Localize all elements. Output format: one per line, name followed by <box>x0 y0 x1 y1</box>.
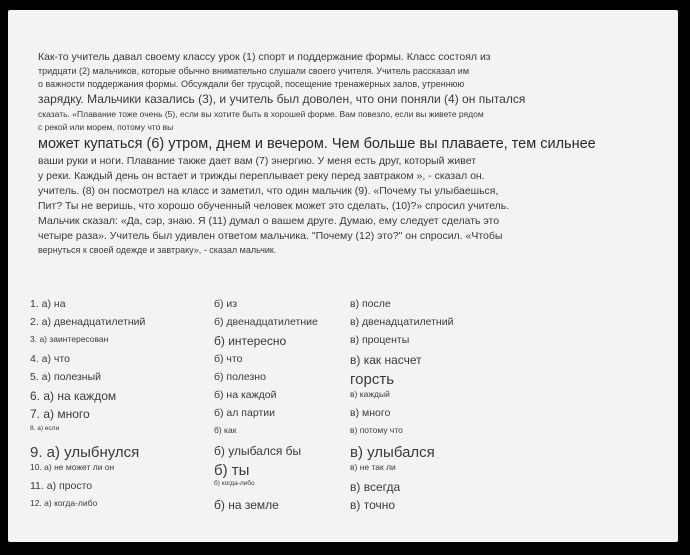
passage-line: Пит? Ты не веришь, что хорошо обученный человек может это сделать, (10)?» спросил учитель. <box>38 200 510 212</box>
option-a: 11. а) просто <box>30 479 93 492</box>
passage-line: Мальчик сказал: «Да, сэр, знаю. Я (11) думал о вашем друге. Думаю, ему следует сделать это <box>38 215 500 227</box>
passage-line: у реки. Каждый день он встает и трижды переплывает реку перед завтраком », - сказал он. <box>38 170 485 182</box>
option-v: в) точно <box>350 498 396 513</box>
option-b: б) полезно <box>214 370 266 383</box>
option-a: 10. а) не может ли он <box>30 461 115 472</box>
option-b: б) что <box>214 352 243 365</box>
option-a: 8. а) если <box>30 425 60 433</box>
option-v: в) много <box>350 407 391 420</box>
option-v: в) двенадцатилетний <box>350 316 454 329</box>
option-v: в) потому что <box>350 425 403 436</box>
option-a: 3. а) заинтересован <box>30 334 109 345</box>
option-b: б) на земле <box>214 498 279 513</box>
option-a: 1. а) на <box>30 298 66 310</box>
passage-line: зарядку. Мальчики казались (3), и учитель был доволен, что они поняли (4) он пытался <box>38 92 526 106</box>
option-b: б) когда-либо <box>214 479 255 487</box>
option-a: 12. а) когда-либо <box>30 498 98 509</box>
option-row <box>30 371 668 389</box>
option-b: б) как <box>214 425 237 436</box>
passage-line: Как-то учитель давал своему классу урок (1) спорт и поддержание формы. Класс состоял из <box>38 51 491 63</box>
option-row <box>30 316 668 334</box>
option-row <box>30 498 668 516</box>
option-a: 7. а) много <box>30 407 90 422</box>
passage-line: с рекой или морем, потому что вы <box>38 122 174 132</box>
option-row <box>30 407 668 425</box>
option-b: б) интересно <box>214 334 287 349</box>
passage-line: тридцати (2) мальчиков, которые обычно внимательно слушали своего учителя. Учитель рассказал им <box>38 66 470 76</box>
option-a: 9. а) улыбнулся <box>30 443 140 461</box>
option-a: 2. а) двенадцатилетний <box>30 316 146 329</box>
option-a: 5. а) полезный <box>30 370 101 383</box>
option-row <box>30 353 668 371</box>
option-v: в) каждый <box>350 388 390 399</box>
option-b: б) на каждой <box>214 388 277 401</box>
passage-line: четыре раза». Учитель был удивлен ответом мальчика. "Почему (12) это?" он спросил. «Чтобы <box>38 230 503 242</box>
passage-line: ваши руки и ноги. Плавание также дает вам (7) энергию. У меня есть друг, который живет <box>38 155 477 167</box>
option-row <box>30 298 668 316</box>
option-v: в) улыбался <box>350 443 435 461</box>
option-v: в) проценты <box>350 334 410 347</box>
option-b: б) ты <box>214 461 250 479</box>
answer-options <box>30 298 668 516</box>
option-row <box>30 462 668 480</box>
option-row <box>30 389 668 407</box>
option-row <box>30 425 668 443</box>
passage-line: может купаться (6) утром, днем и вечером. Чем больше вы плаваете, тем сильнее <box>38 136 596 152</box>
worksheet-page <box>8 10 678 542</box>
passage-line: вернуться к своей одежде и завтраку», - сказал мальчик. <box>38 245 277 255</box>
option-v: в) всегда <box>350 479 401 494</box>
option-v: в) после <box>350 298 391 310</box>
option-v: горсть <box>350 370 395 388</box>
option-row <box>30 444 668 462</box>
option-b: б) двенадцатилетние <box>214 316 318 329</box>
option-v: в) как насчет <box>350 352 422 367</box>
passage-line: учитель. (8) он посмотрел на класс и заметил, что один мальчик (9). «Почему ты улыбаешься, <box>38 185 499 197</box>
passage-text <box>38 50 670 257</box>
option-row <box>30 480 668 498</box>
passage-line: сказать. «Плавание тоже очень (5), если вы хотите быть в хорошей форме. Вам повезло, если вы живете рядом <box>38 109 484 119</box>
option-a: 6. а) на каждом <box>30 388 117 403</box>
option-v: в) не так ли <box>350 461 396 472</box>
option-row <box>30 334 668 352</box>
passage-line: о важности поддержания формы. Обсуждали бег трусцой, посещение тренажерных залов, утреннюю <box>38 79 465 89</box>
option-b: б) из <box>214 298 238 310</box>
option-b: б) ал партии <box>214 407 275 420</box>
option-a: 4. а) что <box>30 352 70 365</box>
option-b: б) улыбался бы <box>214 443 302 458</box>
